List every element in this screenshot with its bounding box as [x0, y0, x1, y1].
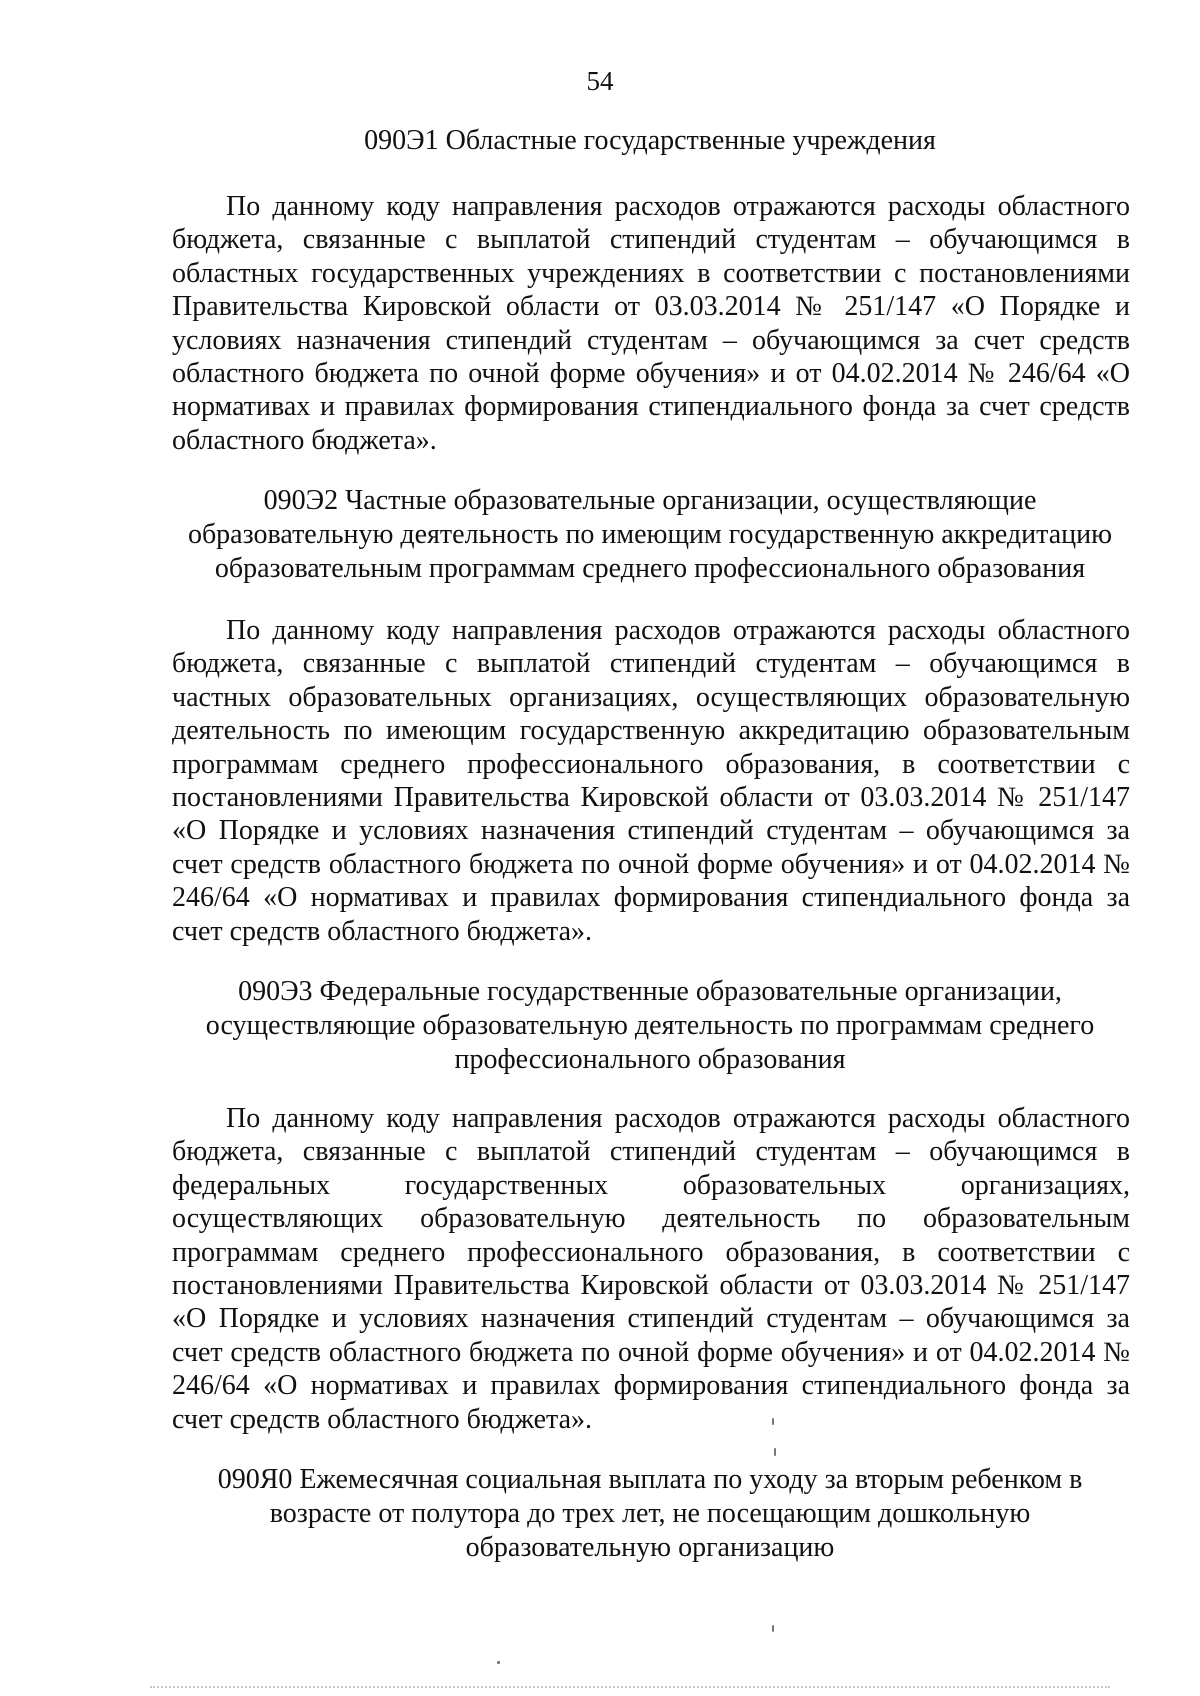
page-number: 54	[586, 66, 614, 96]
scan-speck	[497, 1661, 500, 1664]
section-heading-090e3: 090Э3 Федеральные государственные образовательные организации, осуществляющие образовательную деятельность по программам среднего профессионального образования	[205, 976, 1095, 1075]
scan-speck	[772, 1625, 774, 1632]
section-heading-090ya0: 090Я0 Ежемесячная социальная выплата по уходу за вторым ребенком в возрасте от полутора до трех лет, не посещающим дошкольную образовательную организацию	[217, 1464, 1083, 1563]
section-body-090e2: По данному коду направления расходов отражаются расходы областного бюджета, связанные с выплатой стипендий студентам – обучающимся в частных образовательных организациях, осуществляющих образовательную деятельность по имеющим государственную аккредитацию образовательным программам среднего профессионального образования, в соответствии с постановлениями Правительства Кировской области от 03.03.2014 № 251/147 «О Порядке и условиях назначения стипендий студентам – обучающимся за счет средств областного бюджета по очной форме обучения» и от 04.02.2014 № 246/64 «О нормативах и правилах формирования стипендиального фонда за счет средств областного бюджета».	[172, 615, 1130, 947]
section-body-090e3: По данному коду направления расходов отражаются расходы областного бюджета, связанные с выплатой стипендий студентам – обучающимся в федеральных государственных образовательных организациях, осуществляющих образовательную деятельность по образовательным программам среднего профессионального образования, в соответствии с постановлениями Правительства Кировской области от 03.03.2014 № 251/147 «О Порядке и условиях назначения стипендий студентам – обучающимся за счет средств областного бюджета по очной форме обучения» и от 04.02.2014 № 246/64 «О нормативах и правилах формирования стипендиального фонда за счет средств областного бюджета».	[172, 1103, 1130, 1435]
scan-speck	[772, 1418, 774, 1425]
scan-edge	[150, 1686, 1110, 1690]
section-heading-090e2: 090Э2 Частные образовательные организации, осуществляющие образовательную деятельность по имеющим государственную аккредитацию образовательным программам среднего профессионального образования	[187, 485, 1113, 584]
section-body-090e1: По данному коду направления расходов отражаются расходы областного бюджета, связанные с выплатой стипендий студентам – обучающимся в областных государственных учреждениях в соответствии с постановлениями Правительства Кировской области от 03.03.2014 № 251/147 «О Порядке и условиях назначения стипендий студентам – обучающимся за счет средств областного бюджета по очной форме обучения» и от 04.02.2014 № 246/64 «О нормативах и правилах формирования стипендиального фонда за счет средств областного бюджета».	[172, 191, 1130, 456]
scan-speck	[774, 1448, 776, 1456]
section-heading-090e1: 090Э1 Областные государственные учреждения	[364, 125, 936, 156]
